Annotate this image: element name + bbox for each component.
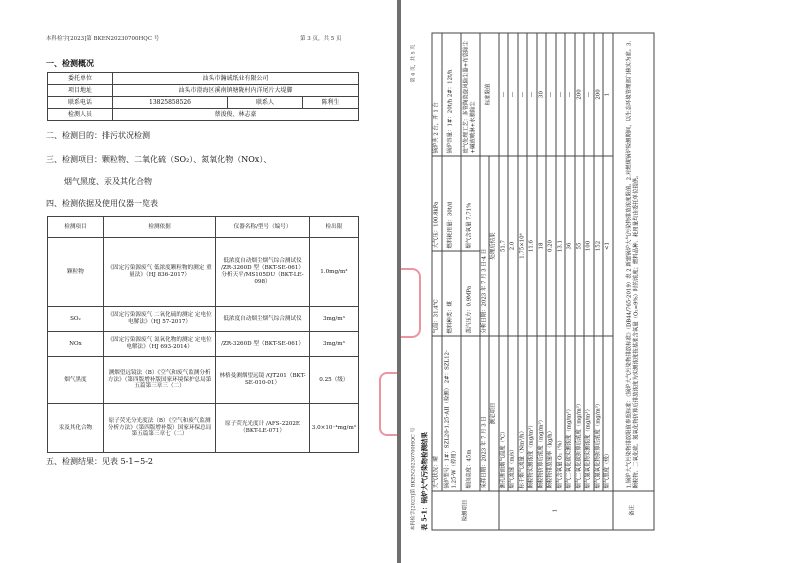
column-header: 检出限 xyxy=(309,217,358,238)
result-limit: — xyxy=(556,33,566,156)
condition-cell: 气温：31.4℃ xyxy=(432,251,442,336)
cell-instrument: 原子荧光光度计 /AFS-2202E（BKT-LE-071） xyxy=(216,404,309,453)
result-name: 烟气流速（m/s） xyxy=(508,336,518,491)
seal-stamp-fragment xyxy=(379,372,397,436)
result-value: 11.6 xyxy=(527,156,537,336)
info-label: 联系人 xyxy=(228,97,303,109)
page-header-left: 本科检字[2023]第 BKEN20230700HQC 号 xyxy=(46,36,160,42)
column-header: 标准限值 xyxy=(480,33,499,156)
table-row xyxy=(594,33,604,530)
info-value: 汕头市澄海区溪南镇塘陇村内洋尾片大堤脚 xyxy=(113,85,359,97)
cell-basis: 《固定污染源废气 氮氧化物的测定 定电位电解法》（HJ 693-2014） xyxy=(103,332,215,357)
table-row xyxy=(565,33,575,530)
condition-cell: 烟气含氧量 7.71% xyxy=(461,156,480,251)
column-header: 仪器名称/型号（编号） xyxy=(216,217,309,238)
cell-limit: 0.25（级） xyxy=(309,357,358,404)
cell-item: NOx xyxy=(48,332,104,357)
condition-cell: 蒸汽压力：0.9MPa xyxy=(461,251,480,336)
table-row xyxy=(527,33,537,530)
column-header: 检测依据 xyxy=(103,217,215,238)
column-header: 测定项目 xyxy=(489,336,499,491)
table-row xyxy=(508,33,518,530)
section-3-continued: 烟气黑度、汞及其化合物 xyxy=(64,177,152,186)
table-row xyxy=(48,307,359,332)
page-header-right: 第 4 页，共 5 页 xyxy=(410,44,417,83)
table-row xyxy=(48,404,359,453)
result-name: 烟气氮氧化物实测浓度（mg/m³） xyxy=(584,336,594,491)
cell-limit: 1.0mg/m³ xyxy=(309,238,358,307)
rotated-landscape-content xyxy=(408,20,791,543)
result-name: 颗粒物实测浓度（mg/m³） xyxy=(527,336,537,491)
table-row xyxy=(546,33,556,530)
condition-cell: 燃料耗用量：30t/d xyxy=(442,156,461,251)
table-row xyxy=(480,33,490,530)
result-limit: 200 xyxy=(575,33,585,156)
result-value: 51.7 xyxy=(499,156,509,336)
info-label: 检测人员 xyxy=(48,109,113,121)
result-name: 颗粒物折算后浓度（mg/m³） xyxy=(537,336,547,491)
info-label: 联系电话 xyxy=(48,97,113,109)
result-limit: — xyxy=(584,33,594,156)
result-limit: — xyxy=(499,33,509,156)
table-row xyxy=(603,33,613,530)
cell-instrument: 低浓度自动烟尘烟气综合测试仪 /ZR-3260D 型（BKT-SE-061）分析天平/MS105DU（BKT-LE-098） xyxy=(216,238,309,307)
result-name: 烟气含氧量 O₂（%） xyxy=(556,336,566,491)
result-value: 18 xyxy=(537,156,547,336)
table-row xyxy=(613,33,654,530)
condition-cell: 锅炉容量：1#：20t/h 2#：12t/h xyxy=(442,33,461,156)
condition-cell: 天气状况：晴 xyxy=(432,336,442,491)
overview-table xyxy=(47,72,359,121)
cell-basis: 原子荧光分光度法（B）《空气和废气监测分析方法》（第四版增补版）国家环保总局 第五篇第三章七（二） xyxy=(103,404,215,453)
method-instrument-table xyxy=(47,216,359,453)
section-3-heading: 三、检测项目：颗粒物、二氧化硫（SO₂）、氮氧化物（NOx）、 xyxy=(46,155,272,164)
result-value: 100 xyxy=(584,156,594,336)
table-title: 表 5-1：锅炉大气污染物检测结果 xyxy=(420,431,429,531)
table-row xyxy=(518,33,528,530)
condition-cell: 烟囱高度：45m xyxy=(461,336,480,491)
table-row xyxy=(537,33,547,530)
column-header: 检测项目 xyxy=(48,217,104,238)
cell-limit: 3mg/m³ xyxy=(309,332,358,357)
table-row xyxy=(432,33,442,530)
section-2-heading: 二、检测目的：排污状况检测 xyxy=(46,131,150,140)
column-header: 处理后结果 xyxy=(489,156,499,336)
section-4-heading: 四、检测依据及使用仪器一览表 xyxy=(46,199,158,208)
cell-instrument: 低浓度自动烟尘烟气综合测试仪 xyxy=(216,307,309,332)
condition-cell: 废气处理工艺：多管陶瓷旋风除尘器+布袋除尘+碱液喷淋+水膜除尘 xyxy=(461,33,480,156)
condition-group-label: 检测项目 xyxy=(432,491,499,530)
result-value: 1.75×10⁴ xyxy=(518,156,528,336)
result-name: 烟气二氧化硫折算后浓度（mg/m³） xyxy=(575,336,585,491)
result-value: 13.1 xyxy=(556,156,566,336)
result-name: 烟气二氧化硫实测浓度（mg/m³） xyxy=(565,336,575,491)
table-row xyxy=(48,85,359,97)
condition-cell: 分析日期：2023 年 7 月 3 日-4 日 xyxy=(480,156,490,336)
result-value: 152 xyxy=(594,156,604,336)
result-limit: — xyxy=(546,33,556,156)
result-value: 0.20 xyxy=(546,156,556,336)
page-header-right: 第 3 页，共 5 页 xyxy=(300,36,342,42)
table-row xyxy=(499,33,509,530)
table-row xyxy=(48,73,359,85)
table-row xyxy=(48,109,359,121)
cell-item: 颗粒物 xyxy=(48,238,104,307)
cell-basis: 测烟望远镜法（B）《空气和废气监测分析方法》（第四版增补版国家环境保护总局第五篇第三章三（二） xyxy=(103,357,215,404)
section-1-heading: 一、检测概况 xyxy=(46,58,94,68)
point-id: 1 xyxy=(499,491,613,530)
table-row xyxy=(48,332,359,357)
result-name: 烟气黑度（级） xyxy=(603,336,613,491)
table-row xyxy=(442,33,461,530)
table-row xyxy=(584,33,594,530)
condition-cell: 大气压：100.8kPa xyxy=(432,156,442,251)
cell-instrument: 林格曼测烟望远镜 /QT201（BKT-SE-010-01） xyxy=(216,357,309,404)
table-header-row xyxy=(48,217,359,238)
result-name: 标干烟气流量（Nm³/h） xyxy=(518,336,528,491)
table-row xyxy=(575,33,585,530)
table-row xyxy=(48,97,359,109)
condition-cell: 燃料种类：煤 xyxy=(442,251,461,336)
condition-cell: 锅炉型号：1#：SZL20-1.25-AII（检测） 2#：SZL12-1.25-W（停用） xyxy=(442,336,461,491)
result-value: 55 xyxy=(575,156,585,336)
table-row xyxy=(556,33,566,530)
cell-item: SO₂ xyxy=(48,307,104,332)
result-limit: 200 xyxy=(594,33,604,156)
result-name: 烟气氮氧化物折算后浓度（mg/m³） xyxy=(594,336,604,491)
result-value: <1 xyxy=(603,156,613,336)
table-row xyxy=(48,238,359,307)
result-limit: 1 xyxy=(603,33,613,156)
table-row xyxy=(48,357,359,404)
cell-limit: 3.0×10⁻⁴mg/m³ xyxy=(309,404,358,453)
result-name: 测孔断面烟气温度（℃） xyxy=(499,336,509,491)
table-row xyxy=(461,33,480,530)
cell-item: 汞及其化合物 xyxy=(48,404,104,453)
result-value: 2.0 xyxy=(508,156,518,336)
boiler-results-table xyxy=(432,33,655,531)
cell-basis: 《固定污染源废气 二氧化硫的测定 定电位电解法》（HJ 57-2017） xyxy=(103,307,215,332)
result-limit: — xyxy=(518,33,528,156)
result-limit: 30 xyxy=(537,33,547,156)
info-value: 陈利生 xyxy=(303,97,359,109)
info-value: 13825858526 xyxy=(113,97,228,109)
info-label: 委托单位 xyxy=(48,73,113,85)
info-value: 蔡浚俊、林志豪 xyxy=(113,109,359,121)
condition-cell: 采样日期：2023 年 7 月 3 日 xyxy=(480,336,490,491)
report-page-4 xyxy=(401,0,798,563)
cell-instrument: /ZR-3260D 型（BKT-SE-061） xyxy=(216,332,309,357)
notes-label: 备注 xyxy=(613,491,654,530)
notes-text: 1.锅炉大气污染物排放限值参照标准：《锅炉大气污染物排放标准》（DB44/765-2019）表 2 新建锅炉大气污染物排放浓度限值。2.对燃煤锅炉检测期间，以生态环境管理部门核实为准。3.颗粒物、二氧化硫、氮氧化物折算后排放浓度为实测浓度按基准含氧量（O₂=9%）时的浓度；燃料品种、耗用量均由委托单位提供。 xyxy=(613,33,654,491)
result-limit: — xyxy=(508,33,518,156)
condition-cell: 锅炉共 2 台，开 1 台 xyxy=(432,33,442,156)
result-limit: — xyxy=(527,33,537,156)
section-5-heading: 五、检测结果：见表 5-1~5-2 xyxy=(46,457,154,466)
cell-limit: 3mg/m³ xyxy=(309,307,358,332)
result-value: 36 xyxy=(565,156,575,336)
page-header-left: 本科检字[2023]第 BKEN20230700HQC 号 xyxy=(410,427,417,531)
info-label: 项目地址 xyxy=(48,85,113,97)
info-value: 汕头市瀚诚纸业有限公司 xyxy=(113,73,359,85)
cell-basis: 《固定污染源废气 低浓度颗粒物的测定 重量法》（HJ 836-2017） xyxy=(103,238,215,307)
result-limit: — xyxy=(565,33,575,156)
cell-item: 烟气黑度 xyxy=(48,357,104,404)
report-page-3 xyxy=(0,0,397,563)
result-name: 颗粒物排放速率（kg/h） xyxy=(546,336,556,491)
